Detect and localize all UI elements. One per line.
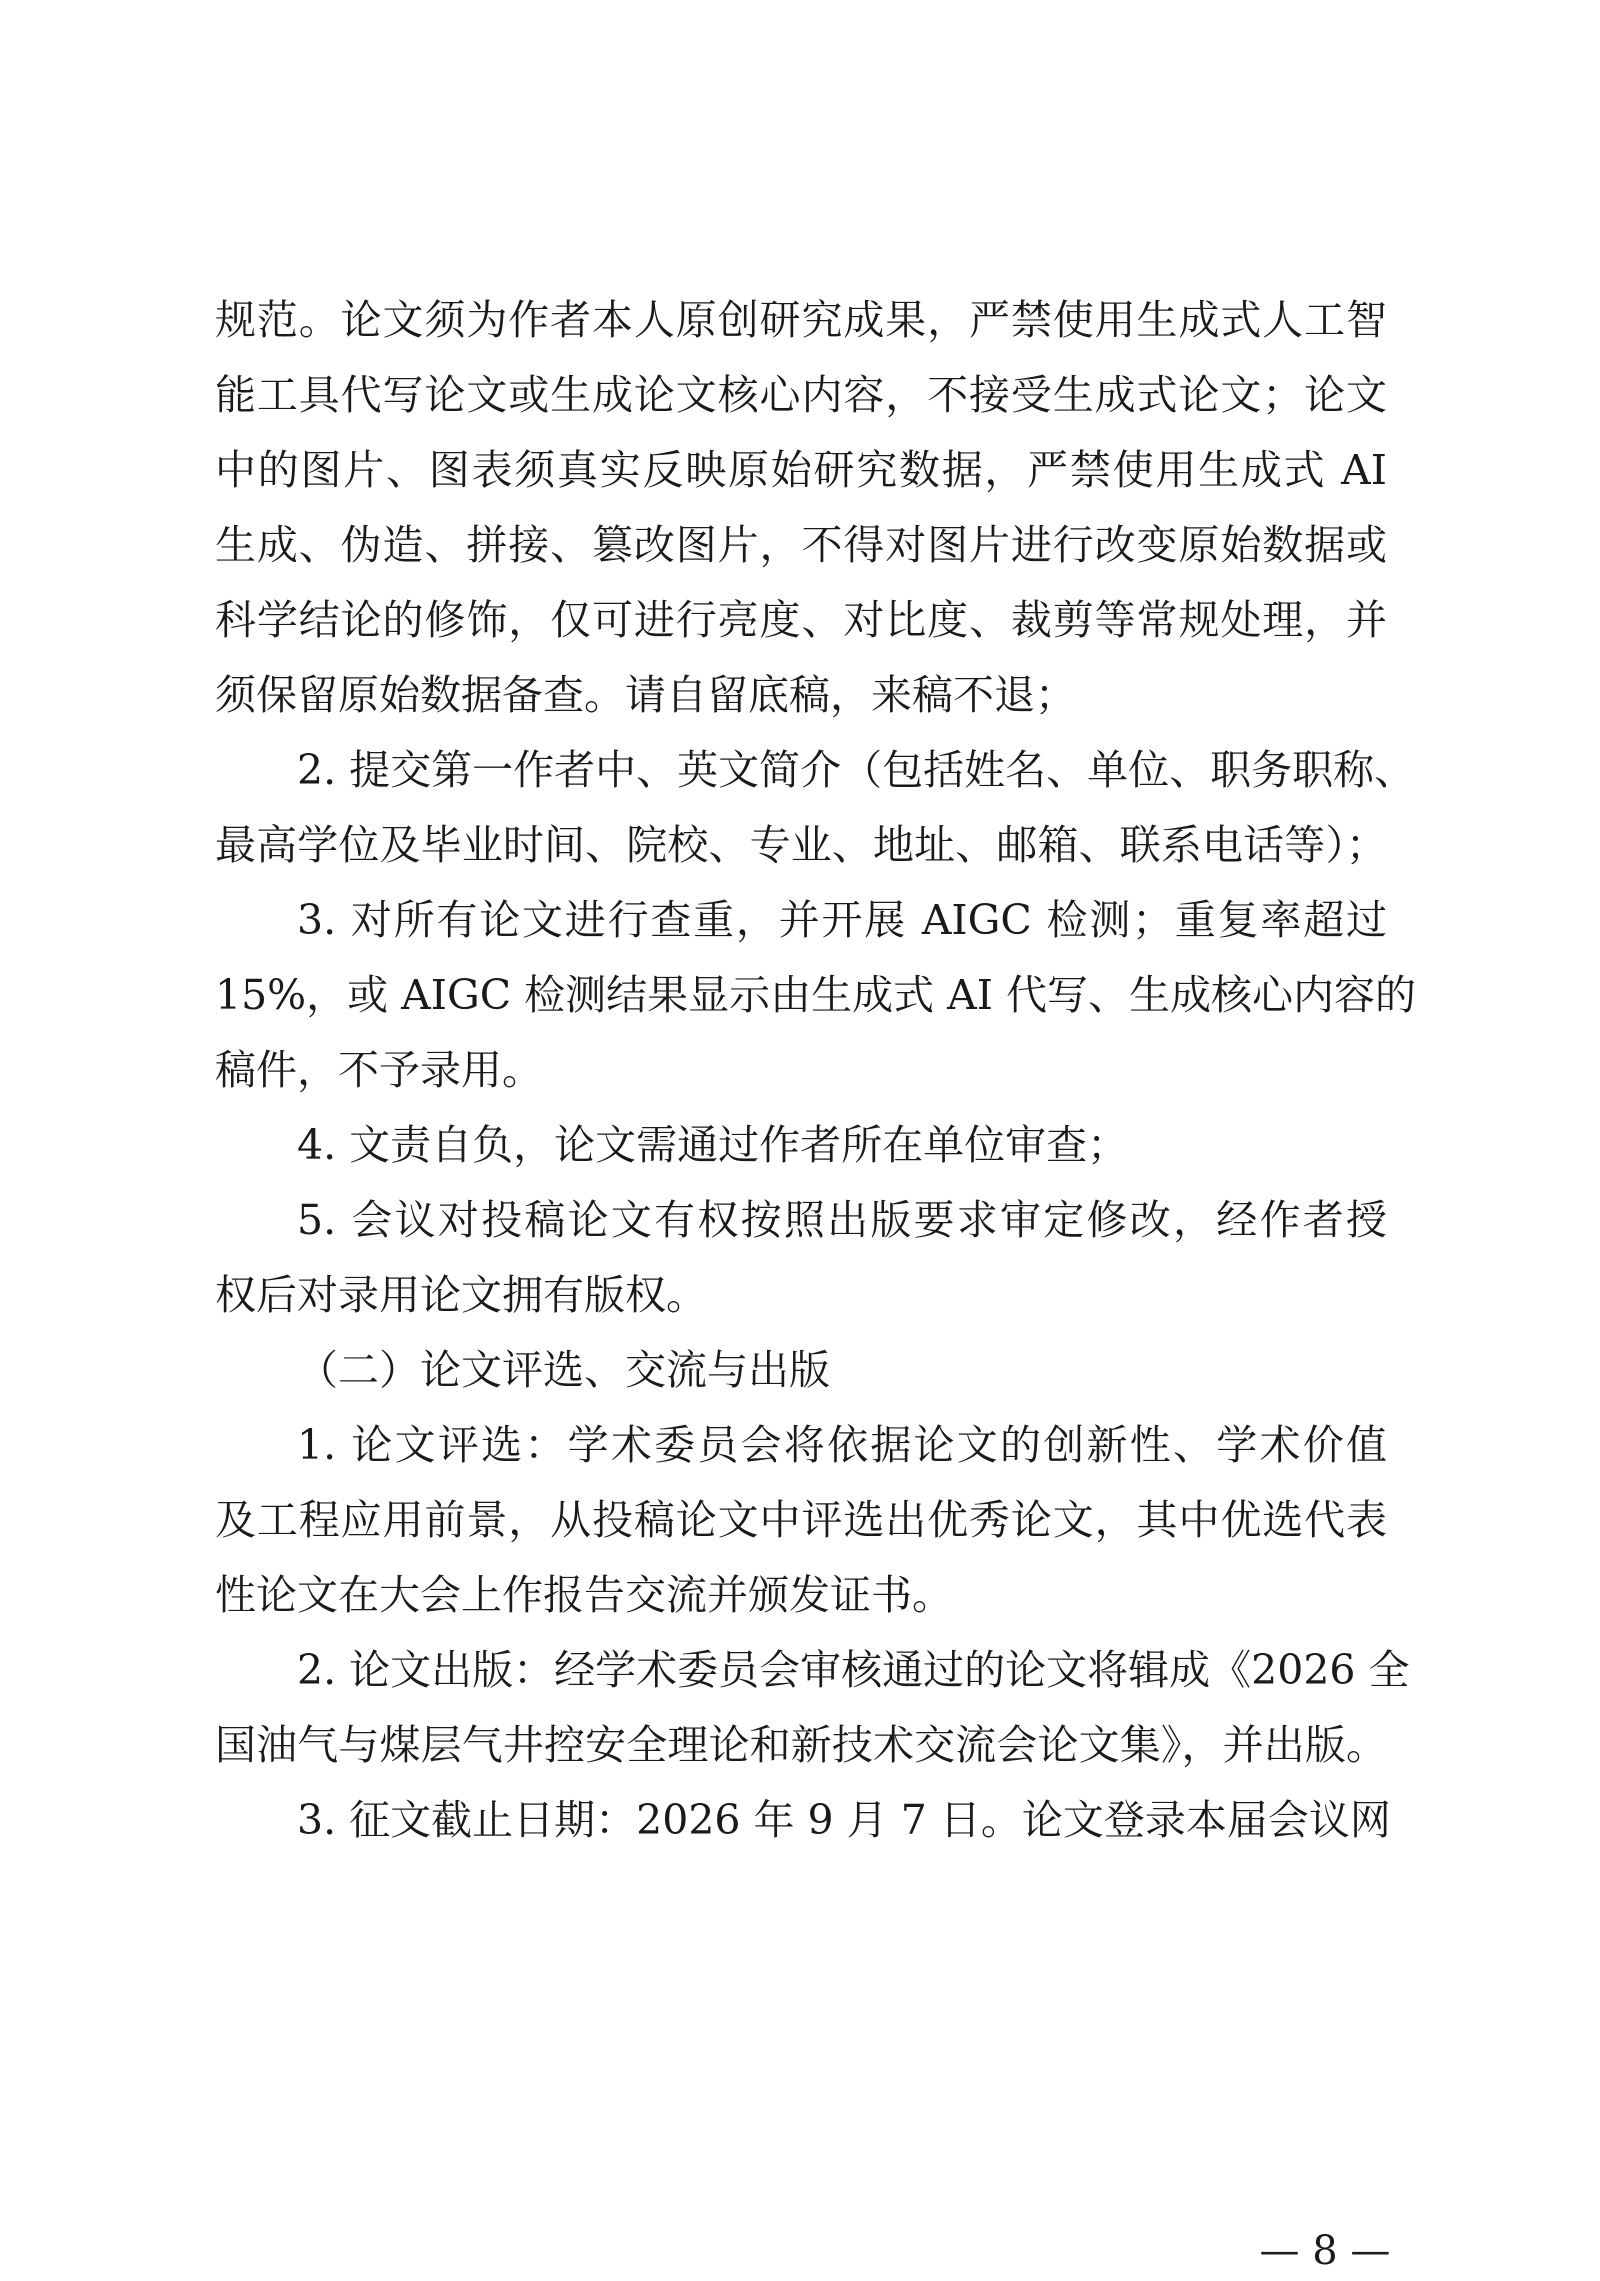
text-line: 4. 文责自负，论文需通过作者所在单位审查； bbox=[297, 1121, 1129, 1169]
page-number: — 8 — bbox=[1259, 2228, 1391, 2274]
text-line: 性论文在大会上作报告交流并颁发证书。 bbox=[215, 1571, 953, 1619]
text-line: 稿件，不予录用。 bbox=[215, 1046, 543, 1094]
text-line: 规范。论文须为作者本人原创研究成果，严禁使用生成式人工智 bbox=[215, 296, 1387, 344]
text-line: 2. 论文出版：经学术委员会审核通过的论文将辑成《2026 全 bbox=[297, 1646, 1410, 1694]
text-line: 5. 会议对投稿论文有权按照出版要求审定修改，经作者授 bbox=[297, 1196, 1387, 1244]
text-line: 1. 论文评选：学术委员会将依据论文的创新性、学术价值 bbox=[297, 1421, 1387, 1469]
text-line: 须保留原始数据备查。请自留底稿，来稿不退； bbox=[215, 671, 1076, 719]
text-line: 国油气与煤层气井控安全理论和新技术交流会论文集》，并出版。 bbox=[215, 1721, 1387, 1769]
text-line: 及工程应用前景，从投稿论文中评选出优秀论文，其中优选代表 bbox=[215, 1496, 1387, 1544]
text-line: 生成、伪造、拼接、篡改图片，不得对图片进行改变原始数据或 bbox=[215, 521, 1387, 569]
text-line: 中的图片、图表须真实反映原始研究数据，严禁使用生成式 AI bbox=[215, 446, 1387, 494]
text-line: 2. 提交第一作者中、英文简介（包括姓名、单位、职务职称、 bbox=[297, 746, 1416, 794]
section-heading: （二）论文评选、交流与出版 bbox=[297, 1346, 830, 1394]
text-line: 最高学位及毕业时间、院校、专业、地址、邮箱、联系电话等）； bbox=[215, 821, 1387, 869]
text-line: 科学结论的修饰，仅可进行亮度、对比度、裁剪等常规处理，并 bbox=[215, 596, 1387, 644]
text-line: 3. 对所有论文进行查重，并开展 AIGC 检测；重复率超过 bbox=[297, 896, 1387, 944]
text-line: 能工具代写论文或生成论文核心内容，不接受生成式论文；论文 bbox=[215, 371, 1387, 419]
text-line: 3. 征文截止日期：2026 年 9 月 7 日。论文登录本届会议网 bbox=[297, 1796, 1391, 1844]
text-line: 15%，或 AIGC 检测结果显示由生成式 AI 代写、生成核心内容的 bbox=[215, 971, 1416, 1019]
text-line: 权后对录用论文拥有版权。 bbox=[215, 1271, 707, 1319]
